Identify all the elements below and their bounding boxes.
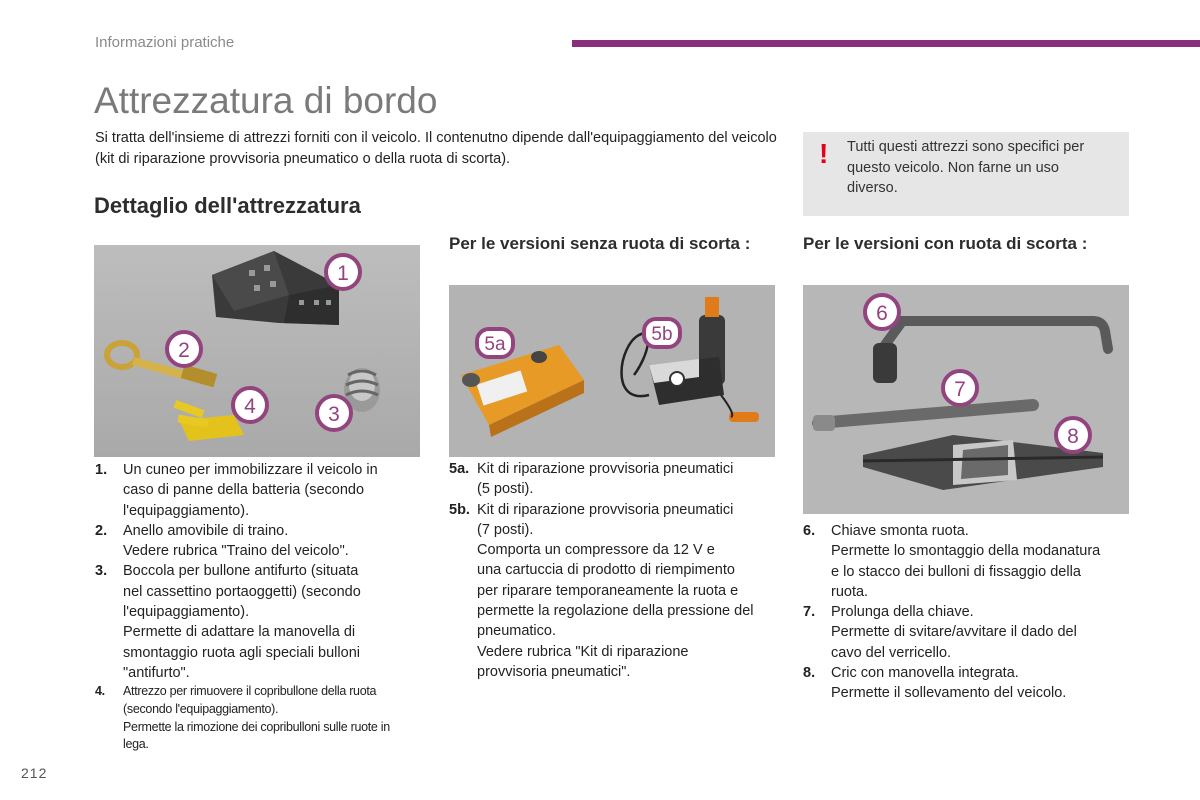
list-item-line: Boccola per bullone antifurto (situata <box>123 563 359 580</box>
list-item-line: ruota. <box>831 583 869 600</box>
list-item-number: 3. <box>95 563 108 580</box>
badge-3-label: 3 <box>328 403 340 426</box>
col3-subtitle: Per le versioni con ruota di scorta : <box>803 234 1088 253</box>
list-item-line: Comporta un compressore da 12 V e <box>477 542 715 559</box>
list-item-line: smontaggio ruota agli speciali bulloni <box>123 644 360 661</box>
list-item-line: provvisoria pneumatici". <box>477 663 631 680</box>
list-item <box>803 663 1133 704</box>
list-item-line: (secondo l'equipaggiamento). <box>123 701 279 716</box>
list-column-1 <box>95 460 425 754</box>
tools-image-2 <box>449 285 775 457</box>
list-column-3 <box>803 521 1133 704</box>
list-item-line: Permette di svitare/avvitare il dado del <box>831 624 1077 641</box>
list-item-line: Permette di adattare la manovella di <box>123 624 356 641</box>
list-item-line: Prolunga della chiave. <box>831 604 974 621</box>
list-item-line: Kit di riparazione provvisoria pneumatici <box>477 501 734 518</box>
list-item-number: 8. <box>803 665 816 682</box>
list-item-line: nel cassettino portaoggetti) (secondo <box>123 583 361 600</box>
list-item <box>803 521 1133 602</box>
list-item-line: permette la regolazione della pressione del <box>477 603 754 620</box>
list-item <box>95 521 425 562</box>
badge-2-label: 2 <box>178 339 190 362</box>
list-item-number: 2. <box>95 522 108 539</box>
list-column-2 <box>449 459 779 682</box>
badge-2 <box>167 332 201 366</box>
list-item-line: (7 posti). <box>477 521 534 538</box>
col2-subtitle: Per le versioni senza ruota di scorta : <box>449 234 751 253</box>
list-item-number: 7. <box>803 604 816 621</box>
list-item-line: Un cuneo per immobilizzare il veicolo in <box>123 462 378 478</box>
badge-8-label: 8 <box>1067 425 1079 448</box>
list-item-line: (5 posti). <box>477 481 534 498</box>
list-item-line: l'equipaggiamento). <box>123 502 250 519</box>
header-accent-bar <box>572 40 1200 47</box>
badge-5a <box>477 329 513 357</box>
list-item-line: Vedere rubrica "Traino del veicolo". <box>123 543 349 560</box>
warning-text: Tutti questi attrezzi sono specifici per questo veicolo. Non farne un uso diverso. <box>847 139 1085 196</box>
list-item <box>803 602 1133 663</box>
list-item-line: Kit di riparazione provvisoria pneumatici <box>477 461 734 477</box>
list-item-line: Chiave smonta ruota. <box>831 523 969 539</box>
list-item-line: Permette il sollevamento del veicolo. <box>831 685 1067 702</box>
list-item-number: 6. <box>803 523 816 539</box>
list-item-line: Cric con manovella integrata. <box>831 665 1019 682</box>
section-title: Dettaglio dell'attrezzatura <box>94 193 361 218</box>
list-item-line: cavo del verricello. <box>831 644 952 661</box>
badge-7 <box>943 371 977 405</box>
list-item-line: e lo stacco dei bulloni di fissaggio della <box>831 563 1081 580</box>
badge-4-label: 4 <box>244 395 256 418</box>
list-item-line: Attrezzo per rimuovere il copribullone della ruota <box>123 684 377 699</box>
badge-6-label: 6 <box>876 302 888 325</box>
list-item-number: 4. <box>95 684 105 699</box>
tools-image-1 <box>94 245 420 457</box>
badge-4 <box>233 388 267 422</box>
badge-5b-label: 5b <box>651 324 673 345</box>
list-item-line: Permette la rimozione dei copribulloni sulle ruote in <box>123 719 390 734</box>
badge-5b <box>644 319 680 347</box>
list-item-number: 1. <box>95 462 108 478</box>
page-number: 212 <box>21 765 48 781</box>
list-item-number: 5b. <box>449 501 470 518</box>
list-item-line: Vedere rubrica "Kit di riparazione <box>477 643 689 660</box>
list-item-line: caso di panne della batteria (secondo <box>123 482 365 499</box>
list-item-line: Anello amovibile di traino. <box>123 522 289 539</box>
intro-paragraph: Si tratta dell'insieme di attrezzi forniti con il veicolo. Il contenutno dipende dall'equipaggiamento del veicolo (kit di riparazione provvisoria pneumatico o della ruota di scorta). <box>95 130 777 167</box>
badge-6 <box>865 295 899 329</box>
list-item-line: una cartuccia di prodotto di riempimento <box>477 562 735 579</box>
list-item-line: per riparare temporaneamente la ruota e <box>477 582 739 599</box>
list-item-line: Permette lo smontaggio della modanatura <box>831 543 1101 560</box>
badge-3 <box>317 396 351 430</box>
list-item <box>95 683 425 754</box>
list-item <box>95 460 425 521</box>
list-item <box>449 500 779 683</box>
badge-1-label: 1 <box>337 262 349 285</box>
badge-8 <box>1056 418 1090 452</box>
list-item-number: 5a. <box>449 461 470 477</box>
warning-icon: ! <box>819 138 829 169</box>
list-item-line: pneumatico. <box>477 623 556 640</box>
warning-box <box>803 132 1129 216</box>
badge-1 <box>326 255 360 289</box>
tools-image-3 <box>803 285 1129 514</box>
list-item-line: "antifurto". <box>123 664 190 681</box>
list-item-line: l'equipaggiamento). <box>123 604 250 621</box>
list-item-line: lega. <box>123 737 149 752</box>
running-header: Informazioni pratiche <box>95 34 235 51</box>
list-item <box>449 459 779 500</box>
page-title: Attrezzatura di bordo <box>94 80 438 121</box>
badge-7-label: 7 <box>954 378 966 401</box>
list-item <box>95 561 425 683</box>
badge-5a-label: 5a <box>484 334 506 355</box>
